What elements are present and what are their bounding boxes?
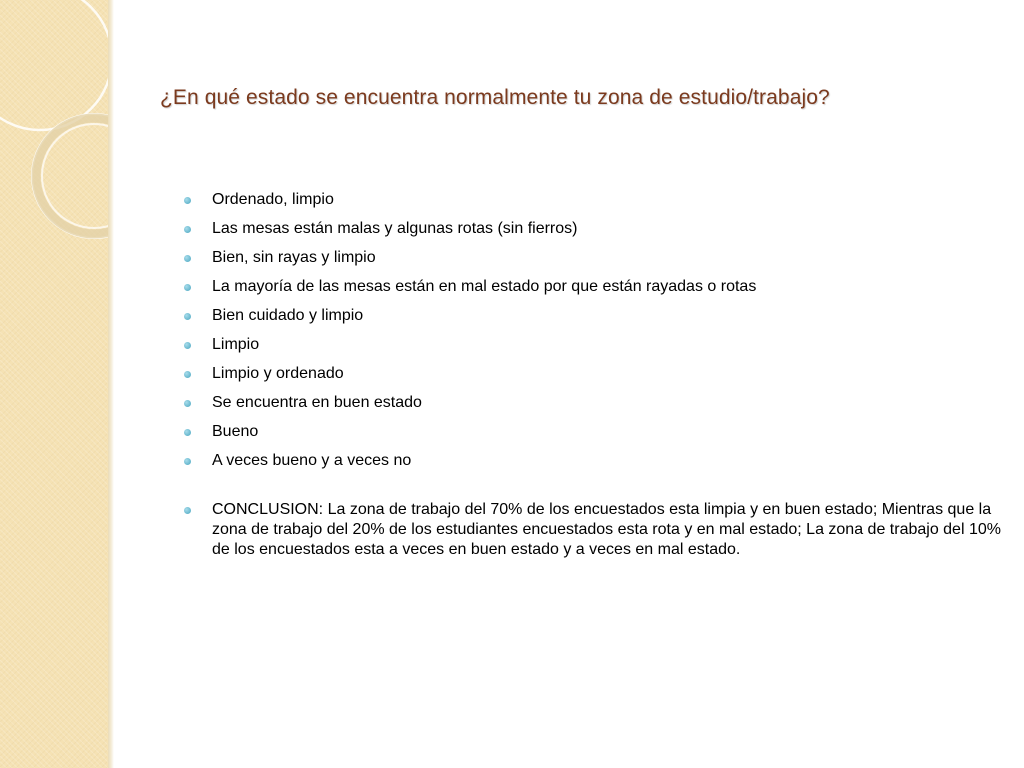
bullet-dot-icon <box>184 197 191 204</box>
bullet-text: Bien, sin rayas y limpio <box>212 249 376 266</box>
decorative-side-band <box>0 0 113 768</box>
list-item <box>186 306 1006 326</box>
bullet-text: Bien cuidado y limpio <box>212 307 364 324</box>
list-item <box>186 219 1006 239</box>
bullet-dot-icon <box>184 507 191 514</box>
list-item <box>186 451 1006 471</box>
bullet-text: Bueno <box>212 423 259 440</box>
slide-title: ¿En qué estado se encuentra normalmente tu zona de estudio/trabajo? <box>160 86 830 109</box>
list-item <box>186 393 1006 413</box>
bullet-dot-icon <box>184 313 191 320</box>
side-band-edge <box>108 0 114 768</box>
decorative-rings <box>0 0 113 260</box>
bullet-text: Las mesas están malas y algunas rotas (sin fierros) <box>212 220 578 237</box>
list-item <box>186 335 1006 355</box>
bullet-dot-icon <box>184 429 191 436</box>
bullet-list <box>186 190 1006 569</box>
bullet-dot-icon <box>184 400 191 407</box>
conclusion-text: CONCLUSION: La zona de trabajo del 70% de los encuestados esta limpia y en buen estado; Mientras que la zona de trabajo del 20% de los estudiantes encuestados esta rota y en mal estado; La zona de trabajo del 10% de los encuestados esta a veces en buen estado y a veces en mal estado. <box>212 501 1001 558</box>
bullet-text: Se encuentra en buen estado <box>212 394 422 411</box>
conclusion-item <box>186 500 1006 560</box>
bullet-text: Limpio y ordenado <box>212 365 344 382</box>
list-item <box>186 364 1006 384</box>
bullet-text: Ordenado, limpio <box>212 191 334 208</box>
bullet-dot-icon <box>184 284 191 291</box>
bullet-dot-icon <box>184 255 191 262</box>
bullet-text: A veces bueno y a veces no <box>212 452 412 469</box>
list-item <box>186 248 1006 268</box>
bullet-dot-icon <box>184 226 191 233</box>
bullet-dot-icon <box>184 371 191 378</box>
bullet-text: Limpio <box>212 336 260 353</box>
bullet-text: La mayoría de las mesas están en mal estado por que están rayadas o rotas <box>212 278 757 295</box>
bullet-dot-icon <box>184 458 191 465</box>
bullet-dot-icon <box>184 342 191 349</box>
list-item <box>186 422 1006 442</box>
list-item <box>186 190 1006 210</box>
list-item <box>186 277 1006 297</box>
